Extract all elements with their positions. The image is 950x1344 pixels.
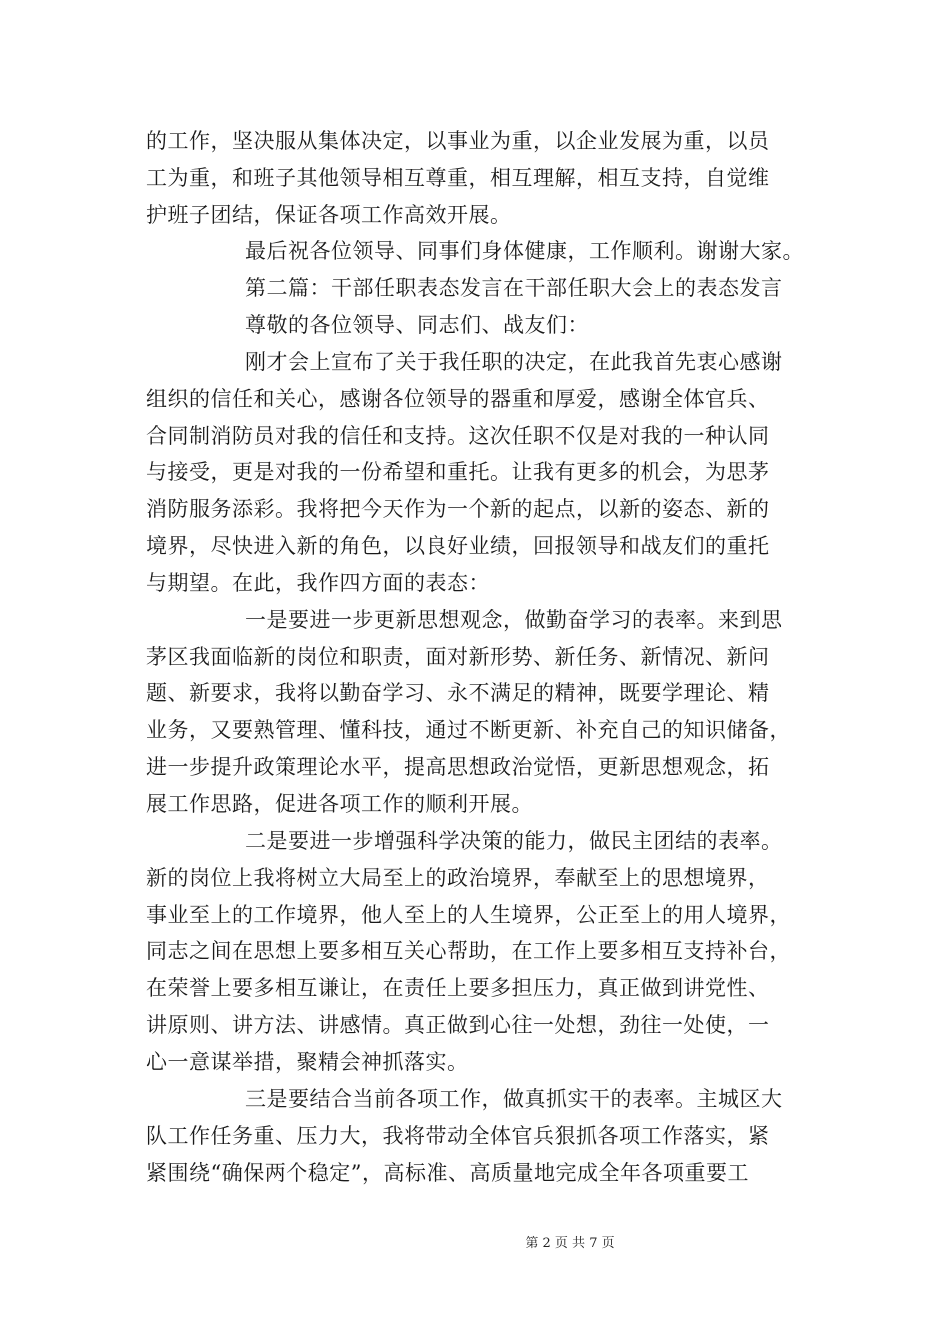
text-line: 组织的信任和关心，感谢各位领导的器重和厚爱，感谢全体官兵、: [146, 387, 770, 411]
text-line: 与期望。在此，我作四方面的表态：: [146, 571, 490, 595]
text-line: 护班子团结，保证各项工作高效开展。: [146, 203, 512, 227]
text-line: 刚才会上宣布了关于我任职的决定，在此我首先衷心感谢: [245, 350, 783, 374]
text-line: 消防服务添彩。我将把今天作为一个新的起点，以新的姿态、新的: [146, 497, 770, 521]
salutation: 尊敬的各位领导、同志们、战友们：: [245, 313, 589, 337]
text-line: 事业至上的工作境界，他人至上的人生境界，公正至上的用人境界，: [146, 903, 791, 927]
text-line: 合同制消防员对我的信任和支持。这次任职不仅是对我的一种认同: [146, 424, 770, 448]
text-line: 在荣誉上要多相互谦让，在责任上要多担压力，真正做到讲党性、: [146, 976, 770, 1000]
text-line: 一是要进一步更新思想观念，做勤奋学习的表率。来到思: [245, 608, 783, 632]
text-line: 心一意谋举措，聚精会神抓落实。: [146, 1050, 469, 1074]
text-line: 境界，尽快进入新的角色，以良好业绩，回报领导和战友们的重托: [146, 534, 770, 558]
text-line: 题、新要求，我将以勤奋学习、永不满足的精神，既要学理论、精: [146, 681, 770, 705]
text-line: 展工作思路，促进各项工作的顺利开展。: [146, 792, 533, 816]
text-line: 同志之间在思想上要多相互关心帮助，在工作上要多相互支持补台，: [146, 939, 791, 963]
text-line: 讲原则、讲方法、讲感情。真正做到心往一处想，劲往一处使，一: [146, 1013, 770, 1037]
text-line: 茅区我面临新的岗位和职责，面对新形势、新任务、新情况、新问: [146, 645, 770, 669]
text-line: 紧围绕“确保两个稳定”，高标准、高质量地完成全年各项重要工: [146, 1161, 749, 1185]
text-line: 二是要进一步增强科学决策的能力，做民主团结的表率。: [245, 829, 783, 853]
text-line: 进一步提升政策理论水平，提高思想政治觉悟，更新思想观念，拓: [146, 755, 770, 779]
text-line: 业务，又要熟管理、懂科技，通过不断更新、补充自己的知识储备，: [146, 718, 791, 742]
section-heading: 第二篇：干部任职表态发言在干部任职大会上的表态发言: [245, 276, 783, 300]
text-line: 三是要结合当前各项工作，做真抓实干的表率。主城区大: [245, 1087, 783, 1111]
text-line: 工为重，和班子其他领导相互尊重，相互理解，相互支持，自觉维: [146, 166, 770, 190]
text-line: 的工作，坚决服从集体决定，以事业为重，以企业发展为重，以员: [146, 129, 770, 153]
page-number-footer: 第 2 页 共 7 页: [525, 1236, 615, 1251]
text-line: 新的岗位上我将树立大局至上的政治境界，奉献至上的思想境界，: [146, 866, 770, 890]
text-line: 队工作任务重、压力大，我将带动全体官兵狠抓各项工作落实，紧: [146, 1124, 770, 1148]
text-line: 与接受，更是对我的一份希望和重托。让我有更多的机会，为思茅: [146, 460, 770, 484]
text-line: 最后祝各位领导、同事们身体健康，工作顺利。谢谢大家。: [245, 239, 804, 263]
